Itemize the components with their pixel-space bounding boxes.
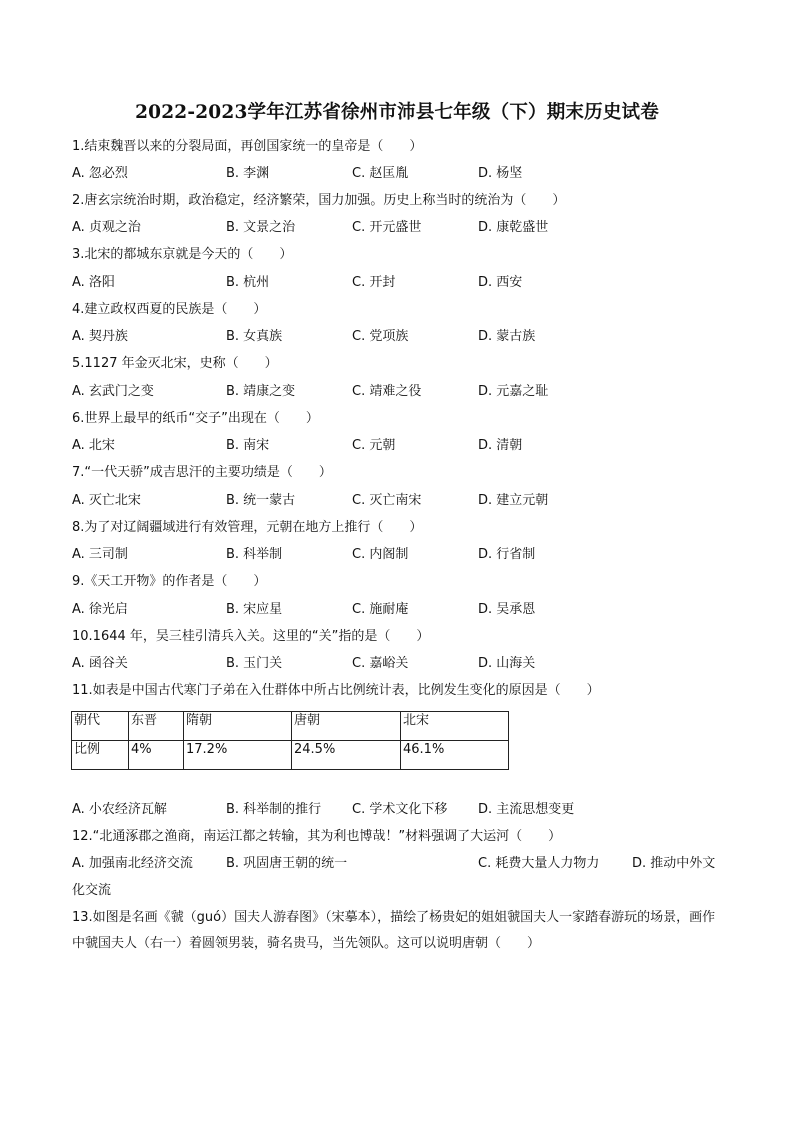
question-4-option-d: D. 蒙古族 — [478, 329, 536, 344]
proportion-table — [71, 711, 509, 770]
question-10-stem: 10.1644 年，吴三桂引清兵入关。这里的“关”指的是（ ） — [72, 629, 430, 644]
table-cell: 唐朝 — [292, 712, 401, 741]
question-11-option-b: B. 科举制的推行 — [226, 802, 322, 817]
question-4-option-c: C. 党项族 — [352, 329, 409, 344]
table-row — [72, 741, 509, 770]
table-cell: 隋朝 — [184, 712, 292, 741]
table-cell: 4% — [129, 741, 184, 770]
question-8-option-b: B. 科举制 — [226, 547, 283, 562]
question-9-stem: 9.《天工开物》的作者是（ ） — [72, 574, 267, 589]
question-5-option-a: A. 玄武门之变 — [72, 384, 154, 399]
question-2-option-b: B. 文景之治 — [226, 220, 296, 235]
table-row — [72, 712, 509, 741]
question-11-option-c: C. 学术文化下移 — [352, 802, 448, 817]
question-12-option-d-wrap: 化交流 — [72, 883, 112, 898]
question-12-option-d: D. 推动中外文 — [632, 856, 716, 871]
question-2-option-d: D. 康乾盛世 — [478, 220, 549, 235]
question-3-option-c: C. 开封 — [352, 275, 396, 290]
question-9-option-b: B. 宋应星 — [226, 602, 283, 617]
question-8-option-c: C. 内阁制 — [352, 547, 409, 562]
table-cell: 东晋 — [129, 712, 184, 741]
table-cell: 24.5% — [292, 741, 401, 770]
question-2-option-a: A. 贞观之治 — [72, 220, 141, 235]
question-2-stem: 2.唐玄宗统治时期，政治稳定，经济繁荣，国力加强。历史上称当时的统治为（ ） — [72, 193, 566, 208]
question-9-option-d: D. 吴承恩 — [478, 602, 536, 617]
question-10-option-c: C. 嘉峪关 — [352, 656, 409, 671]
question-8-option-a: A. 三司制 — [72, 547, 128, 562]
question-12-option-c: C. 耗费大量人力物力 — [478, 856, 600, 871]
question-5-stem: 5.1127 年金灭北宋，史称（ ） — [72, 356, 278, 371]
question-3-option-a: A. 洛阳 — [72, 275, 115, 290]
question-2-option-c: C. 开元盛世 — [352, 220, 422, 235]
question-4-option-a: A. 契丹族 — [72, 329, 128, 344]
question-10-option-b: B. 玉门关 — [226, 656, 283, 671]
question-6-option-c: C. 元朝 — [352, 438, 396, 453]
exam-title: 2022-2023学年江苏省徐州市沛县七年级（下）期末历史试卷 — [135, 102, 659, 123]
question-4-option-b: B. 女真族 — [226, 329, 283, 344]
question-3-stem: 3.北宋的都城东京就是今天的（ ） — [72, 247, 293, 262]
question-3-option-d: D. 西安 — [478, 275, 523, 290]
question-10-option-d: D. 山海关 — [478, 656, 536, 671]
question-12-stem: 12.“北通涿郡之渔商，南运江都之转输，其为利也博哉！”材料强调了大运河（ ） — [72, 829, 562, 844]
question-9-option-c: C. 施耐庵 — [352, 602, 409, 617]
question-7-option-a: A. 灭亡北宋 — [72, 493, 141, 508]
question-6-option-d: D. 清朝 — [478, 438, 523, 453]
question-13-stem: 13.如图是名画《虢（guó）国夫人游春图》（宋摹本），描绘了杨贵妃的姐姐虢国夫人一家踏春游玩的场景，画作中虢国夫人（右一）着圆领男装，骑名贵马，当先领队。这可以说明唐朝（ ） — [72, 910, 716, 951]
question-7-option-b: B. 统一蒙古 — [226, 493, 296, 508]
question-11-option-d: D. 主流思想变更 — [478, 802, 575, 817]
question-6-option-b: B. 南宋 — [226, 438, 270, 453]
question-4-stem: 4.建立政权西夏的民族是（ ） — [72, 302, 267, 317]
question-1-stem: 1.结束魏晋以来的分裂局面，再创国家统一的皇帝是（ ） — [72, 139, 423, 154]
question-7-option-d: D. 建立元朝 — [478, 493, 549, 508]
table-cell: 朝代 — [72, 712, 129, 741]
question-5-option-c: C. 靖难之役 — [352, 384, 422, 399]
question-9-option-a: A. 徐光启 — [72, 602, 128, 617]
table-cell: 北宋 — [401, 712, 509, 741]
table-cell: 比例 — [72, 741, 129, 770]
question-5-option-d: D. 元嘉之耻 — [478, 384, 549, 399]
question-12-option-a: A. 加强南北经济交流 — [72, 856, 193, 871]
question-5-option-b: B. 靖康之变 — [226, 384, 296, 399]
question-1-option-a: A. 忽必烈 — [72, 166, 128, 181]
question-10-option-a: A. 函谷关 — [72, 656, 128, 671]
table-cell: 46.1% — [401, 741, 509, 770]
question-8-stem: 8.为了对辽阔疆域进行有效管理，元朝在地方上推行（ ） — [72, 520, 423, 535]
question-7-stem: 7.“一代天骄”成吉思汗的主要功绩是（ ） — [72, 465, 332, 480]
question-6-option-a: A. 北宋 — [72, 438, 115, 453]
question-7-option-c: C. 灭亡南宋 — [352, 493, 422, 508]
question-11-option-a: A. 小农经济瓦解 — [72, 802, 167, 817]
question-1-option-b: B. 李渊 — [226, 166, 270, 181]
question-3-option-b: B. 杭州 — [226, 275, 270, 290]
question-1-option-c: C. 赵匡胤 — [352, 166, 409, 181]
question-8-option-d: D. 行省制 — [478, 547, 536, 562]
question-1-option-d: D. 杨坚 — [478, 166, 523, 181]
question-6-stem: 6.世界上最早的纸币“交子”出现在（ ） — [72, 411, 319, 426]
table-cell: 17.2% — [184, 741, 292, 770]
question-11-stem: 11.如表是中国古代寒门子弟在入仕群体中所占比例统计表，比例发生变化的原因是（ ） — [72, 683, 600, 698]
question-12-option-b: B. 巩固唐王朝的统一 — [226, 856, 348, 871]
